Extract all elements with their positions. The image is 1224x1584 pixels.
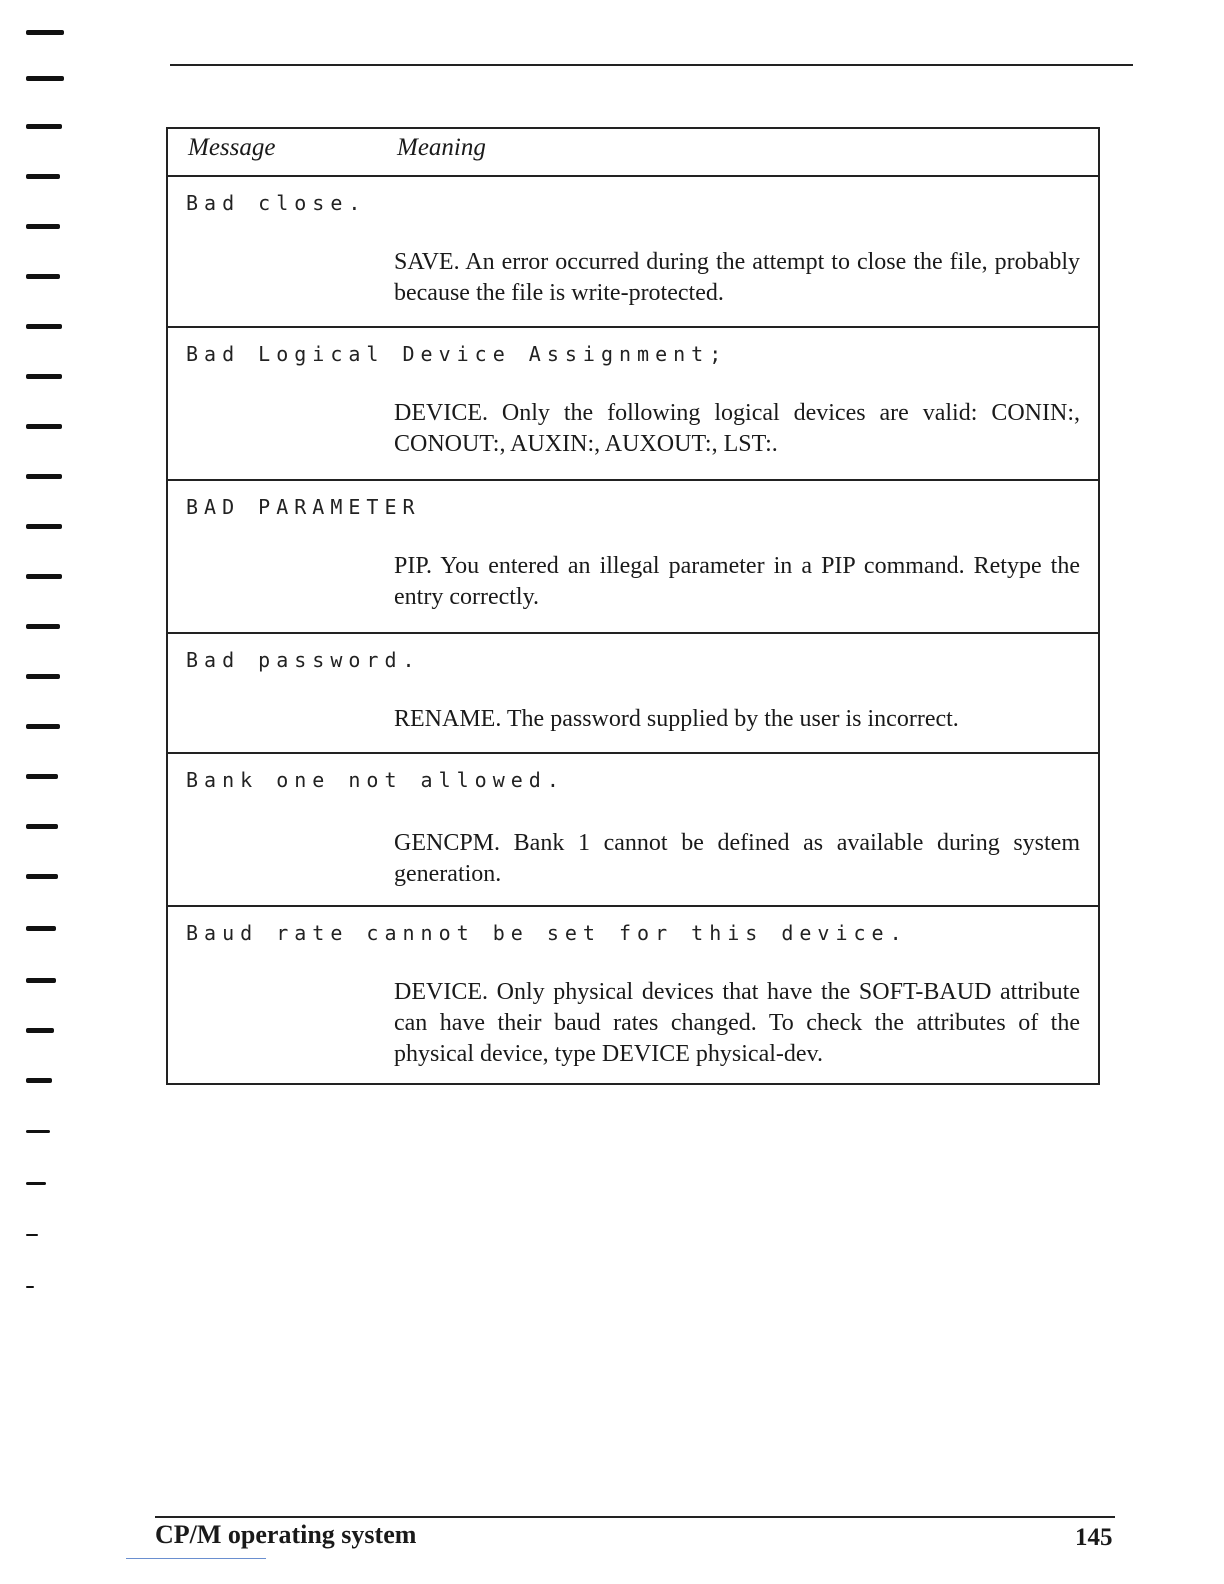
binding-mark: [26, 624, 60, 629]
binding-mark: [26, 76, 64, 81]
binding-mark: [26, 474, 62, 479]
header-message: Message: [188, 134, 276, 161]
binding-mark: [26, 224, 60, 229]
binding-mark: [26, 1028, 54, 1033]
binding-mark: [26, 124, 62, 129]
binding-mark: [26, 824, 58, 829]
error-meaning: SAVE. An error occurred during the attempt to close the file, probably because the file is write-protected.: [394, 249, 1080, 306]
error-message: Baud rate cannot be set for this device.: [186, 921, 908, 945]
binding-mark: [26, 1286, 34, 1288]
binding-mark: [26, 274, 60, 279]
running-footer-title: CP/M operating system: [155, 1520, 417, 1549]
error-meaning: DEVICE. Only physical devices that have the SOFT-BAUD attribute can have their baud rates changed. To check the attributes of the physical device, type DEVICE physical-dev.: [394, 979, 1080, 1067]
top-rule: [170, 64, 1133, 66]
binding-mark: [26, 874, 58, 879]
binding-mark: [26, 674, 60, 679]
binding-mark: [26, 574, 62, 579]
binding-mark: [26, 978, 56, 983]
table-row: [168, 481, 1098, 634]
table-row: [168, 177, 1098, 328]
table-row: [168, 328, 1098, 481]
error-meaning: PIP. You entered an illegal parameter in a PIP command. Retype the entry correctly.: [394, 553, 1080, 610]
scan-artifact-line: [126, 1558, 266, 1559]
footer-rule: [155, 1516, 1115, 1518]
binding-mark: [26, 1234, 38, 1236]
binding-mark: [26, 774, 58, 779]
table-row: [168, 907, 1098, 1083]
header-meaning: Meaning: [397, 134, 486, 161]
binding-mark: [26, 926, 56, 931]
binding-mark: [26, 30, 64, 35]
error-message: Bank one not allowed.: [186, 768, 565, 792]
binding-hole-marks: [26, 20, 66, 1320]
error-meaning: DEVICE. Only the following logical devices are valid: CONIN:, CONOUT:, AUXIN:, AUXOUT:, LST:.: [394, 400, 1080, 457]
binding-mark: [26, 1182, 46, 1185]
page-number: 145: [1075, 1524, 1113, 1551]
binding-mark: [26, 1078, 52, 1083]
error-message: Bad Logical Device Assignment;: [186, 342, 728, 366]
binding-mark: [26, 424, 62, 429]
message-table: [166, 127, 1100, 1085]
error-message: Bad password.: [186, 648, 421, 672]
binding-mark: [26, 174, 60, 179]
binding-mark: [26, 524, 62, 529]
error-meaning: RENAME. The password supplied by the user is incorrect.: [394, 706, 959, 732]
table-header: [168, 129, 1098, 177]
error-message: BAD PARAMETER: [186, 495, 421, 519]
table-row: [168, 754, 1098, 907]
binding-mark: [26, 1130, 50, 1133]
error-meaning: GENCPM. Bank 1 cannot be defined as available during system generation.: [394, 830, 1080, 887]
table-row: [168, 634, 1098, 754]
binding-mark: [26, 724, 60, 729]
error-message: Bad close.: [186, 191, 367, 215]
binding-mark: [26, 324, 62, 329]
binding-mark: [26, 374, 62, 379]
